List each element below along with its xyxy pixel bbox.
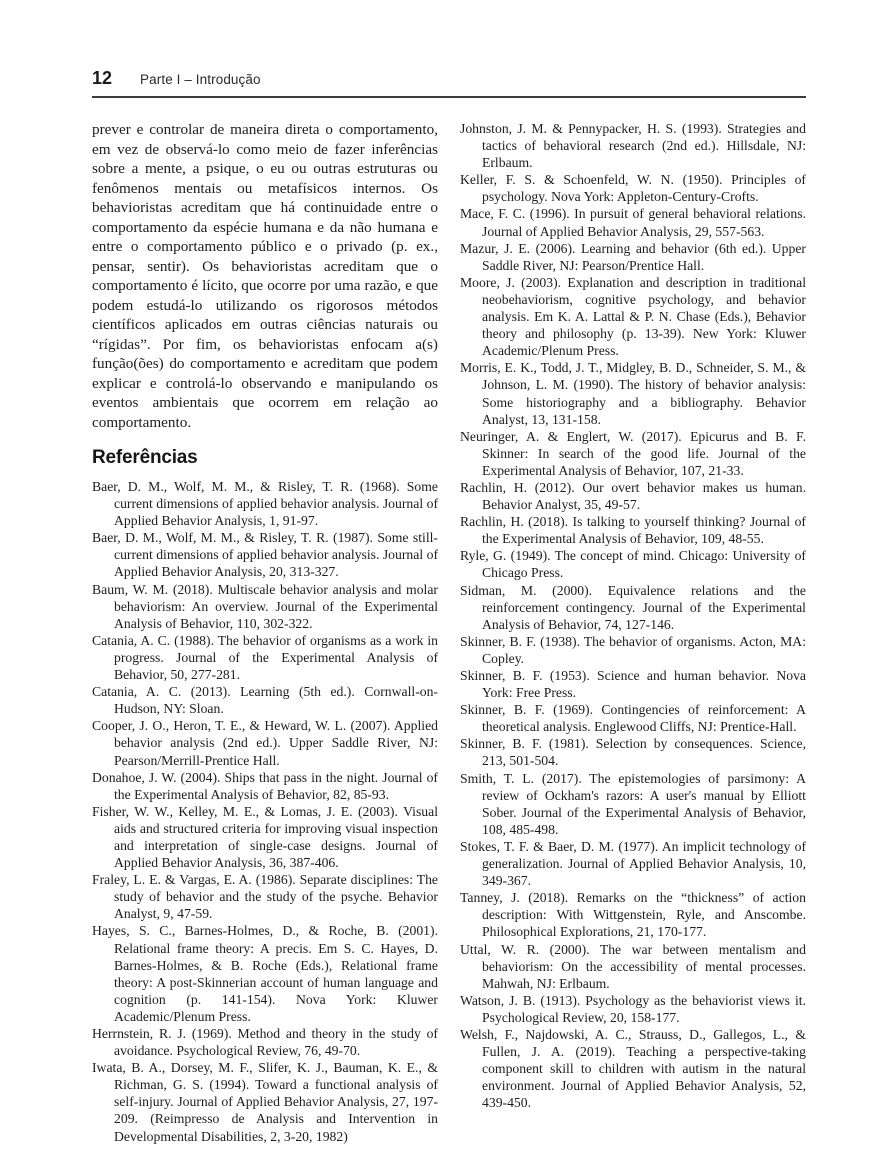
page-number: 12	[92, 68, 113, 88]
reference-entry: Skinner, B. F. (1981). Selection by consequences. Science, 213, 501-504.	[460, 736, 806, 769]
reference-entry: Neuringer, A. & Englert, W. (2017). Epicurus and B. F. Skinner: In search of the good life. Journal of the Experimental Analysis of Behavior, 107, 21-33.	[460, 428, 806, 478]
reference-entry: Herrnstein, R. J. (1969). Method and theory in the study of avoidance. Psychological Review, 76, 49-70.	[92, 1026, 438, 1059]
reference-entry: Stokes, T. F. & Baer, D. M. (1977). An implicit technology of generalization. Journal of Applied Behavior Analysis, 10, 349-367.	[460, 838, 806, 889]
reference-entry: Skinner, B. F. (1969). Contingencies of reinforcement: A theoretical analysis. Englewood Cliffs, NJ: Prentice-Hall.	[460, 702, 806, 735]
reference-entry: Keller, F. S. & Schoenfeld, W. N. (1950). Principles of psychology. Nova York: Appleton-Century-Crofts.	[460, 172, 806, 205]
reference-entry: Rachlin, H. (2018). Is talking to yourself thinking? Journal of the Experimental Analysis of Behavior, 109, 48-55.	[460, 514, 806, 547]
body-paragraph: prever e controlar de maneira direta o comportamento, em vez de observá-lo como meio de fazer inferências sobre a mente, a psique, o eu ou outras estruturas ou fenômenos mentais ou metafísicos internos. Os behavioristas acreditam que há continuidade entre o comportamento da espécie humana e da não humana e entre o comportamento público e o privado (p. ex., pensar, sentir). Os behavioristas acreditam que o comportamento é lícito, que ocorre por uma razão, e que podem estudá-lo utilizando os rigorosos métodos científicos aplicados em outras ciências naturais ou “rígidas”. Por fim, os behavioristas enfocam a(s) função(ões) do comportamento e acreditam que podem explicar e controlá-lo observando e manipulando os eventos ambientais que ocorrem em relação ao comportamento.	[92, 121, 438, 431]
reference-entry: Moore, J. (2003). Explanation and description in traditional neobehaviorism, cognitive psychology, and behavior analysis. Em K. A. Lattal & P. N. Chase (Eds.), Behavior theory and philosophy (p. 13-39). New York: Kluwer Academic/Plenum Press.	[460, 274, 806, 359]
two-column-layout	[92, 120, 806, 1145]
references-heading: Referências	[92, 447, 198, 468]
reference-entry: Welsh, F., Najdowski, A. C., Strauss, D., Gallegos, L., & Fullen, J. A. (2019). Teaching a perspective-taking component skill to children with autism in the natural environment. Journal of Applied Behavior Analysis, 52, 439-450.	[460, 1026, 806, 1111]
reference-entry: Sidman, M. (2000). Equivalence relations and the reinforcement contingency. Journal of the Experimental Analysis of Behavior, 74, 127-146.	[460, 582, 806, 632]
reference-entry: Johnston, J. M. & Pennypacker, H. S. (1993). Strategies and tactics of behavioral research (2nd ed.). Hillsdale, NJ: Erlbaum.	[460, 121, 806, 171]
reference-entry: Ryle, G. (1949). The concept of mind. Chicago: University of Chicago Press.	[460, 548, 806, 581]
reference-entry: Tanney, J. (2018). Remarks on the “thickness” of action description: With Wittgenstein, Ryle, and Anscombe. Philosophical Explorations, 21, 170-177.	[460, 890, 806, 940]
right-column	[460, 120, 806, 1145]
reference-list-left	[92, 478, 438, 1145]
reference-entry: Hayes, S. C., Barnes-Holmes, D., & Roche, B. (2001). Relational frame theory: A precis. Em S. C. Hayes, D. Barnes-Holmes, & B. Roche (Eds.), Relational frame theory: A post-Skinnerian account of human language and cognition (p. 141-154). Nova York: Kluwer Academic/Plenum Press.	[92, 923, 438, 1024]
reference-list-right	[460, 120, 806, 1111]
reference-entry: Baum, W. M. (2018). Multiscale behavior analysis and molar behaviorism: An overview. Journal of the Experimental Analysis of Behavior, 110, 302-322.	[92, 581, 438, 631]
reference-entry: Fraley, L. E. & Vargas, E. A. (1986). Separate disciplines: The study of behavior and the study of the psyche. Behavior Analyst, 9, 47-59.	[92, 872, 438, 922]
reference-entry: Rachlin, H. (2012). Our overt behavior makes us human. Behavior Analyst, 35, 49-57.	[460, 479, 806, 513]
reference-entry: Watson, J. B. (1913). Psychology as the behaviorist views it. Psychological Review, 20, 158-177.	[460, 992, 806, 1025]
reference-entry: Mazur, J. E. (2006). Learning and behavior (6th ed.). Upper Saddle River, NJ: Pearson/Prentice Hall.	[460, 240, 806, 273]
reference-entry: Morris, E. K., Todd, J. T., Midgley, B. D., Schneider, S. M., & Johnson, L. M. (1990). The history of behavior analysis: Some historiography and a bibliography. Behavior Analyst, 13, 131-158.	[460, 360, 806, 427]
reference-entry: Donahoe, J. W. (2004). Ships that pass in the night. Journal of the Experimental Analysis of Behavior, 82, 85-93.	[92, 769, 438, 802]
left-column	[92, 120, 438, 1145]
reference-entry: Catania, A. C. (1988). The behavior of organisms as a work in progress. Journal of the Experimental Analysis of Behavior, 50, 277-281.	[92, 632, 438, 683]
reference-entry: Catania, A. C. (2013). Learning (5th ed.). Cornwall-on-Hudson, NY: Sloan.	[92, 684, 438, 717]
reference-entry: Baer, D. M., Wolf, M. M., & Risley, T. R. (1987). Some still-current dimensions of applied behavior analysis. Journal of Applied Behavior Analysis, 20, 313-327.	[92, 530, 438, 580]
reference-entry: Skinner, B. F. (1953). Science and human behavior. Nova York: Free Press.	[460, 668, 806, 701]
reference-entry: Uttal, W. R. (2000). The war between mentalism and behaviorism: On the accessibility of mental processes. Mahwah, NJ: Erlbaum.	[460, 941, 806, 991]
reference-entry: Baer, D. M., Wolf, M. M., & Risley, T. R. (1968). Some current dimensions of applied behavior analysis. Journal of Applied Behavior Analysis, 1, 91-97.	[92, 479, 438, 529]
running-head	[92, 68, 806, 98]
reference-entry: Smith, T. L. (2017). The epistemologies of parsimony: A review of Ockham's razors: A user's manual by Elliott Sober. Journal of the Experimental Analysis of Behavior, 108, 485-498.	[460, 770, 806, 837]
reference-entry: Mace, F. C. (1996). In pursuit of general behavioral relations. Journal of Applied Behavior Analysis, 29, 557-563.	[460, 206, 806, 239]
reference-entry: Fisher, W. W., Kelley, M. E., & Lomas, J. E. (2003). Visual aids and structured criteria for improving visual inspection and interpretation of single-case designs. Journal of Applied Behavior Analysis, 36, 387-406.	[92, 803, 438, 871]
reference-entry: Cooper, J. O., Heron, T. E., & Heward, W. L. (2007). Applied behavior analysis (2nd ed.). Upper Saddle River, NJ: Pearson/Merrill-Prentice Hall.	[92, 718, 438, 768]
part-title: Parte I – Introdução	[140, 72, 261, 87]
reference-entry: Iwata, B. A., Dorsey, M. F., Slifer, K. J., Bauman, K. E., & Richman, G. S. (1994). Toward a functional analysis of self-injury. Journal of Applied Behavior Analysis, 27, 197-209. (Reimpresso de Analysis and Intervention in Developmental Disabilities, 2, 3-20, 1982)	[92, 1060, 438, 1144]
reference-entry: Skinner, B. F. (1938). The behavior of organisms. Acton, MA: Copley.	[460, 633, 806, 666]
